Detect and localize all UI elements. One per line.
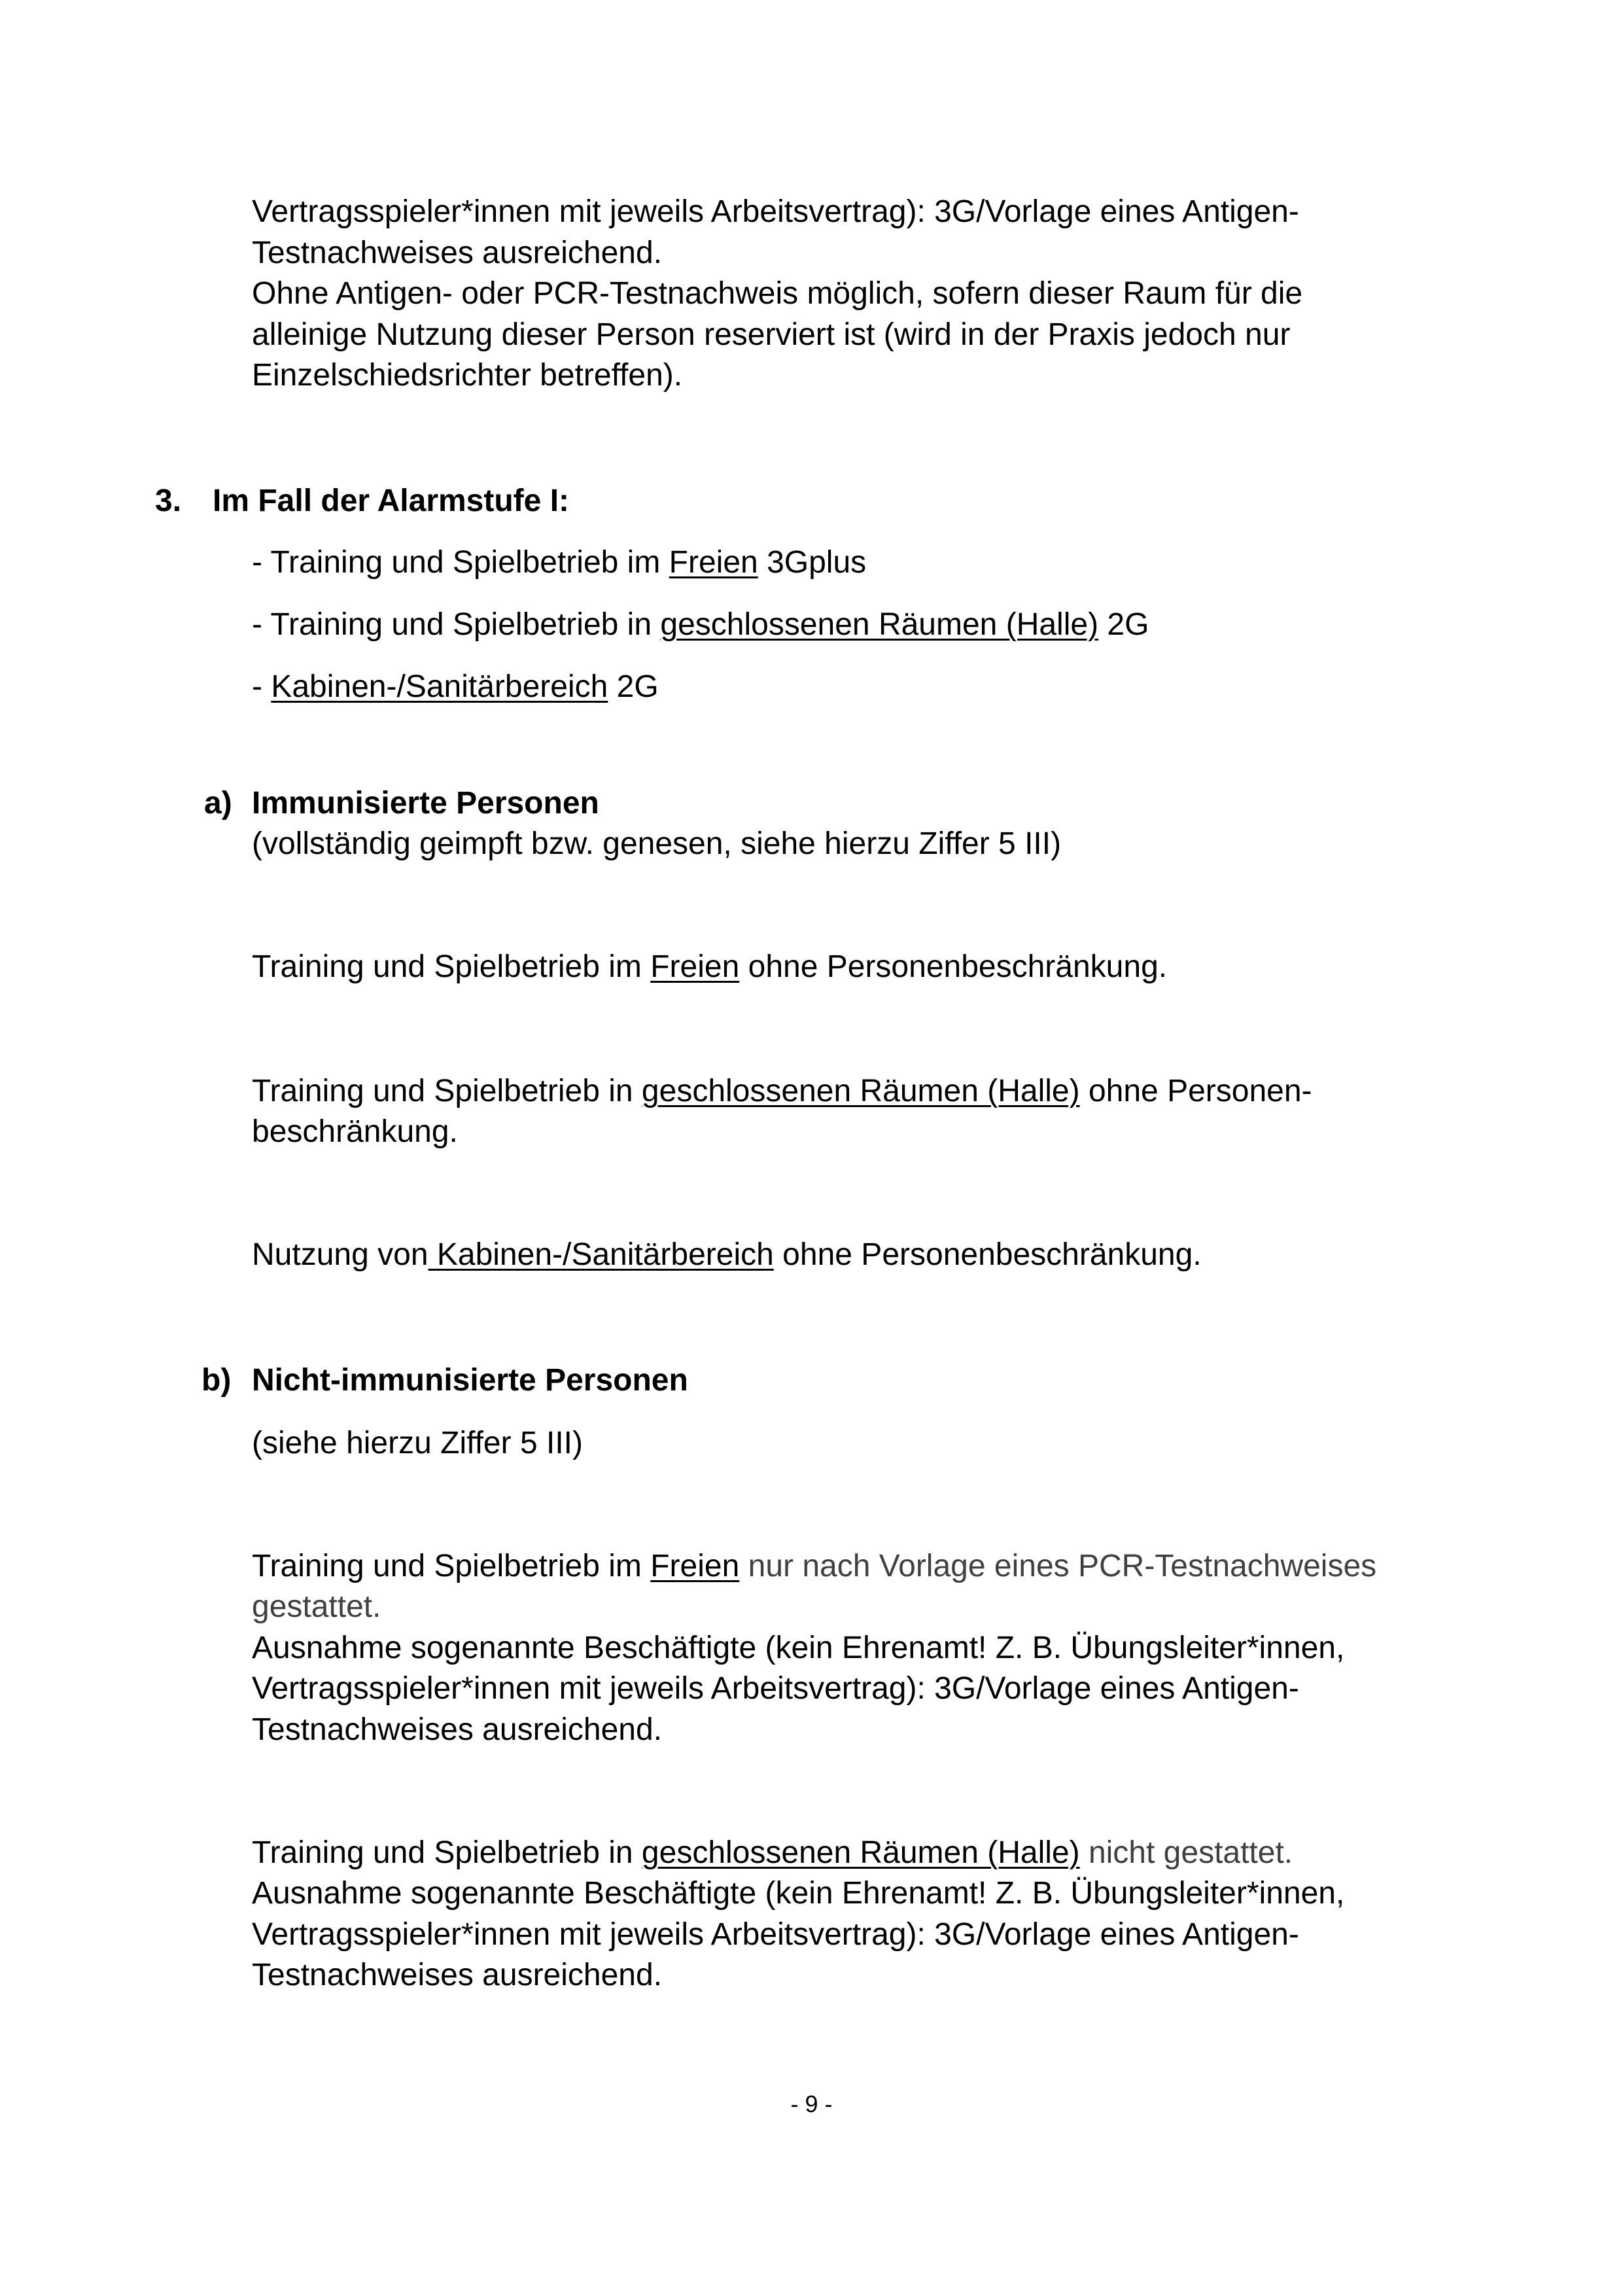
underlined-term: Freien [650,1549,740,1583]
text: Training und Spielbetrieb in [252,1074,642,1108]
paragraph-line: beschränkung. [252,1114,458,1149]
rule-item [252,669,659,705]
underlined-term: geschlossenen Räumen (Halle) [641,1074,1080,1108]
gray-text: nicht gestattet. [1079,1835,1293,1870]
underlined-term: Kabinen-/Sanitärbereich [428,1237,774,1272]
paragraph-line: Vertragsspieler*innen mit jeweils Arbeitsvertrag): 3G/Vorlage eines Antigen- [252,194,1299,229]
paragraph [252,1548,1376,1585]
rule-requirement: 2G [608,669,659,704]
subsection-note: (siehe hierzu Ziffer 5 III) [252,1426,583,1460]
paragraph [252,1835,1293,1871]
underlined-term: Freien [650,949,740,984]
rule-requirement: 3Gplus [758,545,867,580]
paragraph-line: Ausnahme sogenannte Beschäftigte (kein Ehrenamt! Z. B. Übungsleiter*innen, [252,1876,1345,1911]
text: ohne Personenbeschränkung. [739,949,1168,984]
underlined-term: Kabinen-/Sanitärbereich [271,669,608,704]
paragraph [252,1073,1312,1110]
paragraph-line: Testnachweises ausreichend. [252,1958,663,1992]
underlined-term: geschlossenen Räumen (Halle) [641,1835,1080,1870]
text: Nutzung von [252,1237,428,1272]
subsection-note: (vollständig geimpft bzw. genesen, siehe hierzu Ziffer 5 III) [252,826,1062,861]
paragraph-line: Vertragsspieler*innen mit jeweils Arbeitsvertrag): 3G/Vorlage eines Antigen- [252,1671,1299,1706]
rule-requirement: 2G [1098,607,1149,642]
paragraph-line: Einzelschiedsrichter betreffen). [252,358,683,393]
rule-text: - [252,669,271,704]
page-number: - 9 - [790,2091,833,2117]
text: ohne Personenbeschränkung. [773,1237,1202,1272]
subsection-label: a) [204,786,232,821]
underlined-term: geschlossenen Räumen (Halle) [660,607,1099,642]
subsection-heading: Nicht-immunisierte Personen [252,1363,688,1398]
section-heading: Im Fall der Alarmstufe I: [213,484,570,518]
section-number: 3. [155,484,182,518]
paragraph-line: Testnachweises ausreichend. [252,236,663,270]
paragraph-line: gestattet. [252,1589,381,1624]
paragraph-line: alleinige Nutzung dieser Person reserviert ist (wird in der Praxis jedoch nur [252,317,1291,352]
paragraph-line: Vertragsspieler*innen mit jeweils Arbeitsvertrag): 3G/Vorlage eines Antigen- [252,1917,1299,1952]
text: Training und Spielbetrieb in [252,1835,642,1870]
rule-item [252,544,866,581]
text: ohne Personen- [1079,1074,1312,1108]
paragraph [252,949,1167,985]
rule-text: - Training und Spielbetrieb in [252,607,661,642]
text: Training und Spielbetrieb im [252,1549,651,1583]
subsection-heading: Immunisierte Personen [252,786,599,821]
underlined-term: Freien [669,545,758,580]
subsection-label: b) [201,1363,232,1398]
paragraph [252,1237,1202,1273]
paragraph-line: Ohne Antigen- oder PCR-Testnachweis möglich, sofern dieser Raum für die [252,276,1303,311]
paragraph-line: Ausnahme sogenannte Beschäftigte (kein Ehrenamt! Z. B. Übungsleiter*innen, [252,1631,1345,1665]
gray-text: nur nach Vorlage eines PCR-Testnachweises [739,1549,1377,1583]
rule-text: - Training und Spielbetrieb im [252,545,669,580]
paragraph-line: Testnachweises ausreichend. [252,1712,663,1747]
text: Training und Spielbetrieb im [252,949,651,984]
rule-item [252,607,1149,643]
